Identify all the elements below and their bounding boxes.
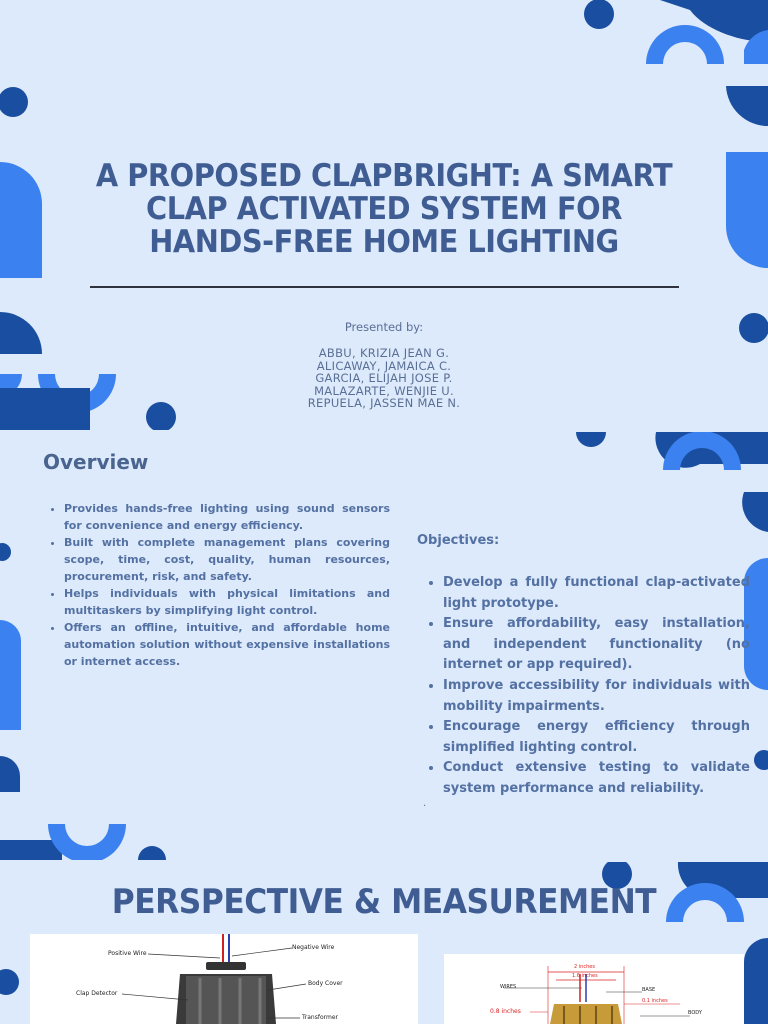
body-label: BODY xyxy=(688,1010,702,1016)
poster-title: A PROPOSED CLAPBRIGHT: A SMART CLAP ACTIVATED SYSTEM FOR HANDS-FREE HOME LIGHTING xyxy=(95,158,673,260)
measurement-diagram xyxy=(444,954,744,1024)
perspective-heading: PERSPECTIVE & MEASUREMENT xyxy=(111,882,657,922)
dimension-label: 0.8 inches xyxy=(490,1008,521,1015)
overview-heading: Overview xyxy=(43,450,149,474)
perspective-section xyxy=(0,862,768,1024)
dimension-label: 1.6 inches xyxy=(572,973,598,979)
author-name: REPUELA, JASSEN MAE N. xyxy=(307,396,461,410)
dimension-label: 2 inches xyxy=(574,964,595,970)
base-label: BASE xyxy=(642,987,656,993)
author-name: MALAZARTE, WENJIE U. xyxy=(314,383,454,398)
trailing-mark: . xyxy=(423,798,427,809)
clap-detector-label: Clap Detector xyxy=(76,990,118,997)
author-name: ALICAWAY, JAMAICA C. xyxy=(316,358,452,373)
list-item: • Conduct extensive testing to validate system performance and reliability. xyxy=(443,758,750,799)
dimension-label: 0.1 inches xyxy=(642,998,668,1004)
body-cover-label: Body Cover xyxy=(308,980,343,987)
device-illustration xyxy=(30,934,418,1024)
presented-by-label: Presented by: xyxy=(344,320,424,334)
list-item: • Offers an offline, intuitive, and affordable home automation solution without expensive installations or internet access. xyxy=(64,619,390,670)
author-name: GARCIA, ELIJAH JOSE P. xyxy=(315,371,453,385)
list-item: • Develop a fully functional clap-activated light prototype. xyxy=(443,573,750,614)
component-diagram xyxy=(30,934,418,1024)
list-item: • Improve accessibility for individuals with mobility impairments. xyxy=(443,676,750,717)
list-item: • Helps individuals with physical limitations and multitaskers by simplifying light control. xyxy=(64,585,390,619)
overview-list xyxy=(50,500,390,670)
overview-section xyxy=(0,432,768,860)
list-item: • Provides hands-free lighting using sound sensors for convenience and energy efficiency. xyxy=(64,500,390,534)
author-list xyxy=(0,347,768,410)
objectives-list xyxy=(427,573,750,800)
positive-wire-label: Positive Wire xyxy=(108,950,147,957)
title-section xyxy=(0,0,768,430)
transformer-label: Transformer xyxy=(302,1014,339,1021)
negative-wire-label: Negative Wire xyxy=(292,944,335,951)
list-item: • Built with complete management plans covering scope, time, cost, quality, human resources, procurement, risk, and safety. xyxy=(64,534,390,585)
objectives-heading: Objectives: xyxy=(417,533,500,548)
list-item: • Encourage energy efficiency through simplified lighting control. xyxy=(443,717,750,758)
list-item: • Ensure affordability, easy installation, and independent functionality (no internet or app required). xyxy=(443,614,750,676)
wires-label: WIRES xyxy=(500,984,517,990)
title-divider xyxy=(90,286,679,288)
author-name: ABBU, KRIZIA JEAN G. xyxy=(318,346,450,360)
